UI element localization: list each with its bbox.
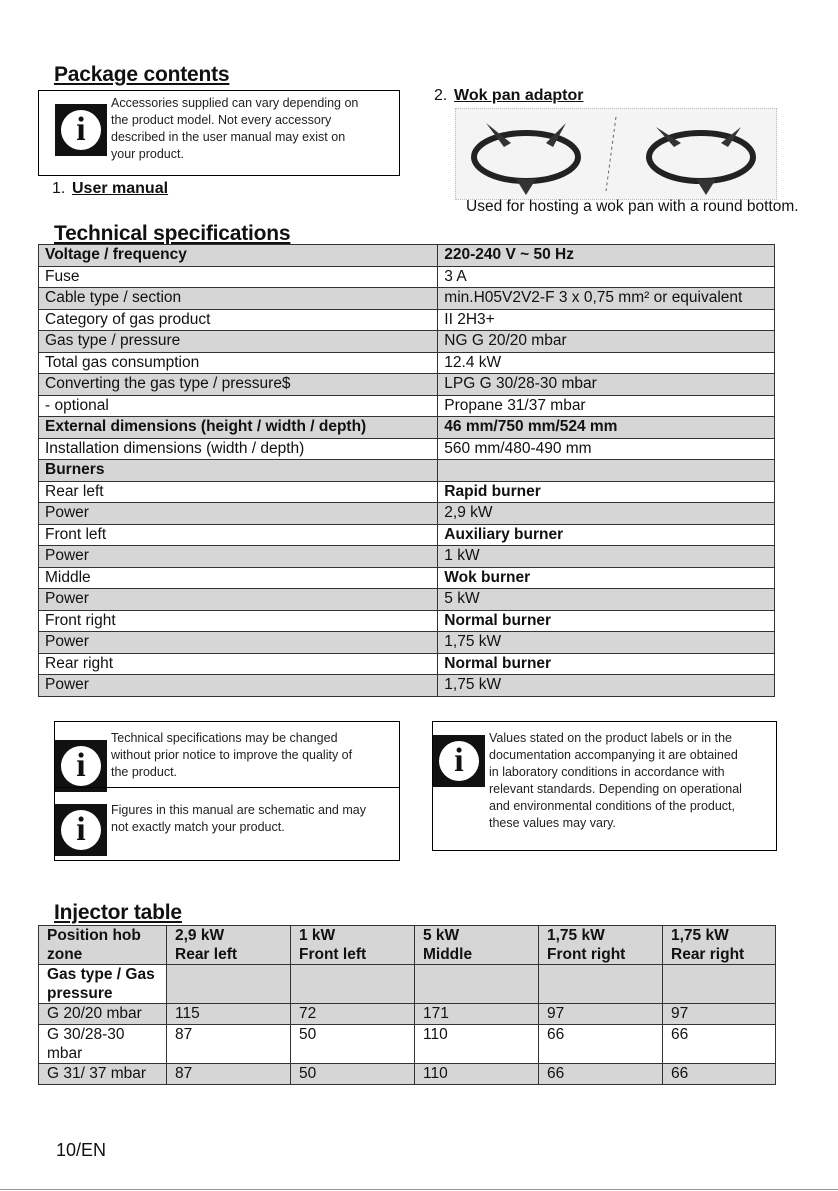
footer-rule [0,1189,838,1190]
spec-label: Cable type / section [39,288,438,310]
spec-label: Gas type / pressure [39,331,438,353]
specs-row [39,438,775,460]
wok-adaptor-image [455,108,777,200]
spec-value [438,460,775,482]
spec-label: Front right [39,610,438,632]
header-zone: Middle [423,946,473,963]
note-line: and environmental conditions of the product, [489,799,735,813]
specs-row [39,288,775,310]
info-icon [55,804,107,856]
package-contents-heading: Package contents [54,63,230,86]
spec-value: NG G 20/20 mbar [438,331,775,353]
injector-size-cell: 87 [167,1064,291,1085]
spec-label: Power [39,675,438,697]
spec-value: 2,9 kW [438,503,775,525]
header-cell [663,926,776,965]
gas-type-header-row [39,965,776,1004]
gas-pressure-cell: G 30/28-30 mbar [39,1025,167,1064]
gas-type-header: Gas type / Gas pressure [39,965,167,1004]
info-icon [55,104,107,156]
spec-label: Fuse [39,266,438,288]
item-number: 1. [52,180,66,197]
specs-row [39,266,775,288]
injector-size-cell: 66 [539,1025,663,1064]
note-line: Values stated on the product labels or in the [489,731,732,745]
specs-row [39,610,775,632]
header-power: 1,75 kW [671,927,729,944]
specs-row [39,374,775,396]
header-power: 5 kW [423,927,460,944]
injector-table [38,925,776,1085]
injector-size-cell: 72 [291,1004,415,1025]
header-power: 1,75 kW [547,927,605,944]
note-line: documentation accompanying it are obtained [489,748,738,762]
specs-row [39,309,775,331]
spec-label: Rear right [39,653,438,675]
spec-value: Wok burner [438,567,775,589]
note-line: Technical specifications may be changed [111,731,338,745]
injector-size-cell: 115 [167,1004,291,1025]
specs-row [39,567,775,589]
specs-row [39,675,775,697]
item-label: Wok pan adaptor [454,87,584,104]
spec-label: Voltage / frequency [39,245,438,267]
spec-value: 1,75 kW [438,632,775,654]
specs-row [39,524,775,546]
spec-value: min.H05V2V2-F 3 x 0,75 mm² or equivalent [438,288,775,310]
injector-size-cell: 50 [291,1064,415,1085]
header-zone: Front left [299,946,367,963]
specs-row [39,546,775,568]
note-line: not exactly match your product. [111,820,285,834]
spec-value: 1 kW [438,546,775,568]
injector-row [39,1064,776,1085]
item-label: User manual [72,180,169,197]
spec-value: II 2H3+ [438,309,775,331]
spec-value: Normal burner [438,653,775,675]
specs-row [39,589,775,611]
notes-left-box [54,721,400,861]
package-item-1 [52,180,168,198]
spec-label: Power [39,546,438,568]
empty-cell [415,965,539,1004]
spec-label: Power [39,589,438,611]
header-power: 2,9 kW [175,927,225,944]
note-values [489,730,742,832]
spec-value: LPG G 30/28-30 mbar [438,374,775,396]
specs-row [39,352,775,374]
notes-right-box [432,721,777,851]
injector-size-cell: 66 [663,1064,776,1085]
specs-row [39,653,775,675]
note-line: relevant standards. Depending on operational [489,782,742,796]
note-line: Figures in this manual are schematic and may [111,803,366,817]
header-cell [167,926,291,965]
specs-row [39,503,775,525]
spec-label: Total gas consumption [39,352,438,374]
injector-size-cell: 110 [415,1064,539,1085]
spec-label: - optional [39,395,438,417]
note-line: in laboratory conditions in accordance with [489,765,725,779]
header-cell [415,926,539,965]
spec-label: Installation dimensions (width / depth) [39,438,438,460]
note-line: your product. [111,147,184,161]
info-icon [55,740,107,792]
specs-row [39,331,775,353]
spec-value: 3 A [438,266,775,288]
empty-cell [167,965,291,1004]
injector-size-cell: 97 [539,1004,663,1025]
spec-label: External dimensions (height / width / depth) [39,417,438,439]
spec-value: 12.4 kW [438,352,775,374]
page-number: 10/EN [56,1140,107,1160]
package-item-2 [434,87,584,105]
note-schematic [111,802,366,836]
injector-table-heading: Injector table [54,901,182,924]
gas-pressure-cell: G 31/ 37 mbar [39,1064,167,1085]
note-line: the product model. Not every accessory [111,113,332,127]
specs-row [39,460,775,482]
spec-label: Power [39,632,438,654]
package-note-box [38,90,400,176]
spec-label: Rear left [39,481,438,503]
header-power: 1 kW [299,927,336,944]
technical-specs-heading: Technical specifications [54,222,291,245]
injector-size-cell: 110 [415,1025,539,1064]
spec-value: 1,75 kW [438,675,775,697]
note-line: these values may vary. [489,816,616,830]
injector-size-cell: 171 [415,1004,539,1025]
injector-header-row [39,926,776,965]
item-number: 2. [434,87,448,104]
header-zone: Rear right [671,946,745,963]
empty-cell [291,965,415,1004]
empty-cell [663,965,776,1004]
spec-value: 5 kW [438,589,775,611]
spec-label: Category of gas product [39,309,438,331]
header-cell [539,926,663,965]
specs-row [39,417,775,439]
spec-label: Power [39,503,438,525]
note-line: Accessories supplied can vary depending on [111,96,359,110]
injector-size-cell: 87 [167,1025,291,1064]
injector-size-cell: 50 [291,1025,415,1064]
injector-size-cell: 66 [663,1025,776,1064]
specs-row [39,245,775,267]
injector-row [39,1004,776,1025]
note-line: described in the user manual may exist on [111,130,346,144]
header-zone: Front right [547,946,626,963]
note-divider [55,787,399,788]
package-note-text [111,95,358,163]
specs-row [39,395,775,417]
spec-value: 46 mm/750 mm/524 mm [438,417,775,439]
position-hob-zone-header: Position hob zone [39,926,167,965]
note-line: without prior notice to improve the quality of [111,748,353,762]
specs-row [39,481,775,503]
spec-value: Rapid burner [438,481,775,503]
spec-value: 560 mm/480-490 mm [438,438,775,460]
info-icon [433,735,485,787]
injector-size-cell: 66 [539,1064,663,1085]
specs-row [39,632,775,654]
header-cell [291,926,415,965]
spec-value: Propane 31/37 mbar [438,395,775,417]
specs-table [38,244,775,697]
spec-value: Auxiliary burner [438,524,775,546]
injector-size-cell: 97 [663,1004,776,1025]
spec-value: Normal burner [438,610,775,632]
header-zone: Rear left [175,946,238,963]
wok-adaptor-caption: Used for hosting a wok pan with a round bottom. [466,198,799,215]
spec-label: Converting the gas type / pressure$ [39,374,438,396]
note-line: the product. [111,765,178,779]
empty-cell [539,965,663,1004]
injector-row [39,1025,776,1064]
spec-label: Burners [39,460,438,482]
note-spec-change [111,730,352,781]
spec-label: Front left [39,524,438,546]
gas-pressure-cell: G 20/20 mbar [39,1004,167,1025]
spec-value: 220-240 V ~ 50 Hz [438,245,775,267]
spec-label: Middle [39,567,438,589]
wok-adaptor-drawing [456,109,776,199]
